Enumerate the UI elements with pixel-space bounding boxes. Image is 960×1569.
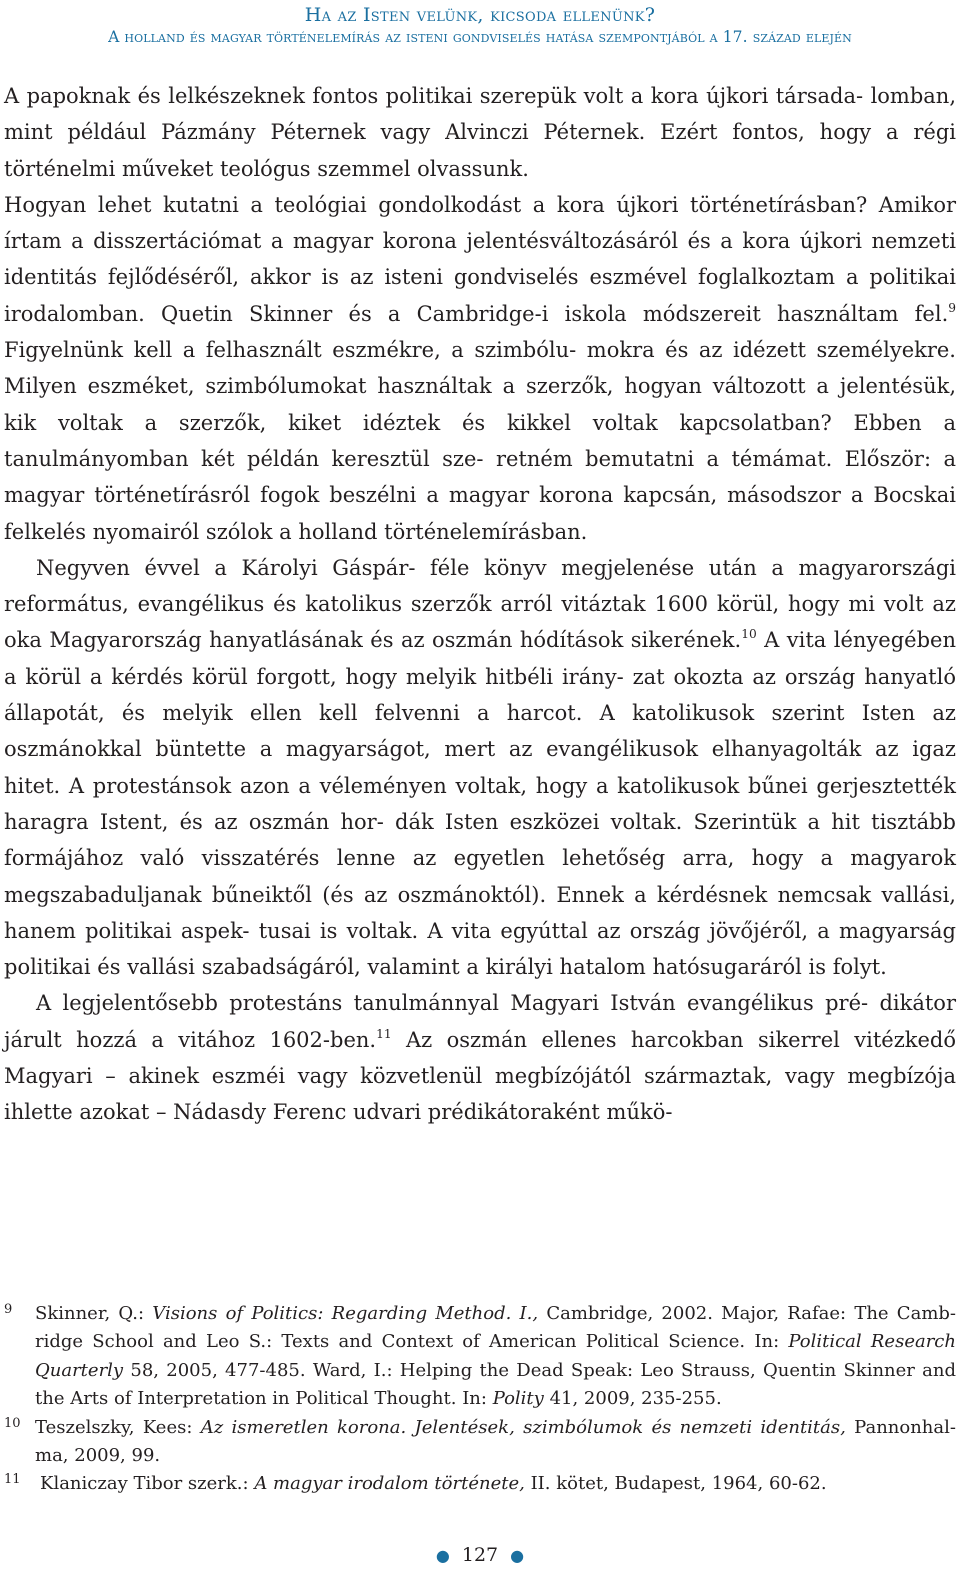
text-line: kikkel voltak kapcsolatban? Ebben a tanulmányomban két példán keresztül sze- (4, 410, 956, 471)
footnote-number: 11 (4, 1472, 21, 1488)
footnote-9 (4, 1300, 956, 1414)
footnote-text: 58, 2005, 477-485. Ward, I.: Helping the Dead Speak: Leo Strauss, Quentin Skinner and the Arts of Interpretation in Political Thought. In: (35, 1359, 956, 1410)
bullet-icon: ● (510, 1546, 525, 1565)
text-line: szabadságáról, valamint a királyi hatalom hatósugaráról is folyt. (201, 955, 887, 980)
footnote-text: Cambridge, 2002. Major, Rafae: The Camb-ridge School and Leo S.: Texts and Context of American Political Science. In: (35, 1303, 956, 1353)
text-line: módszereit használtam fel. (642, 301, 949, 326)
footnote-text: II. kötet, Budapest, 1964, 60-62. (524, 1473, 827, 1495)
footnote-ref-10[interactable]: 10 (741, 627, 757, 642)
text-line: történelemírásban. (384, 519, 588, 544)
text-line: Figyelnünk kell a felhasznált eszmékre, a szimbólu- (4, 338, 577, 363)
body-text (4, 78, 956, 1131)
text-line: evangélikusok elhanyagolták az igaz hitet. A protestánsok azon a véleményen (4, 737, 956, 798)
text-line: lenne az egyetlen lehetőség arra, hogy a magyarok megszabaduljanak bűneiktől (4, 846, 956, 907)
text-line: újkori nemzeti identitás fejlődéséről, akkor is az isteni gondviselés eszmével (4, 229, 956, 290)
text-line: dák Isten eszközei voltak. Szerintük a hit tisztább formájához való visszatérés (4, 809, 956, 871)
text-line: Hogyan lehet kutatni a teológiai gondolkodást a kora újkori történetírásban? (4, 192, 868, 217)
text-line: vagy megbízója ihlette azokat – Nádasdy Ferenc udvari prédikátoraként műkö- (4, 1064, 956, 1125)
text-line: A papoknak és lelkészeknek fontos politikai szerepük volt a kora újkori társada- (4, 84, 864, 108)
text-line: zat okozta az ország hanyatló állapotát, és melyik ellen kell felvenni a harcot. (4, 664, 956, 726)
text-line: lomban, mint például Pázmány Péternek vagy Alvinczi Péternek. Ezért fontos, (4, 84, 956, 145)
footnote-title: Polity (492, 1388, 544, 1410)
footnote-title: A magyar irodalom története, (254, 1473, 525, 1495)
text-line: A legjelentősebb protestáns tanulmánnyal Magyari István evangélikus pré- (36, 991, 869, 1016)
paragraph-3 (4, 985, 956, 1130)
footnote-10 (4, 1414, 956, 1471)
footnote-11 (4, 1470, 956, 1498)
text-line: hogy a régi történelmi műveket teológus szemmel olvassunk. (4, 120, 956, 181)
footnote-text: 41, 2009, 235-255. (543, 1388, 722, 1410)
text-line: vitézkedő Magyari – akinek eszméi vagy közvetlenül megbízójától származtak, (4, 1027, 956, 1089)
text-line: magyar korona kapcsán, másodszor a Bocskai felkelés nyomairól szólok a holland (4, 483, 956, 544)
footnote-title: Az ismeretlen korona. Jelentések, szimbólumok és nemzeti identitás, (200, 1416, 846, 1438)
footnote-title: Political Research Quarterly (35, 1331, 956, 1381)
text-line: Negyven évvel a Károlyi Gáspár- féle könyv megjelenése után a magyarországi (36, 555, 956, 580)
text-line: Az oszmán ellenes harcokban sikerrel (391, 1027, 840, 1052)
text-line: retném bemutatni a témámat. Először: a magyar történetírásról fogok beszélni a (4, 446, 956, 508)
footnote-number: 9 (4, 1302, 13, 1317)
text-line: A vita lényegében a körül a kérdés körül forgott, hogy melyik hitbéli irány- (4, 628, 956, 689)
paragraph-1 (4, 78, 956, 550)
text-line: mokra és az idézett személyekre. Milyen eszméket, szimbólumokat használtak (4, 338, 956, 399)
footnote-title: Visions of Politics: Regarding Method. I., (152, 1303, 539, 1324)
text-line: a szerzők, hogyan változott a jelentésük, kik voltak a szerzők, kiket idéztek és (4, 374, 956, 435)
text-line: volt az oka Magyarország hanyatlásának és az oszmán hódítások sikerének. (4, 592, 956, 653)
bullet-icon: ● (435, 1546, 450, 1565)
text-line: A katolikusok szerint Isten az oszmánokkal büntette a magyarságot, mert az (4, 701, 956, 762)
text-line: református, evangélikus és katolikus szerzők arról vitáztak 1600 körül, hogy mi (4, 592, 875, 617)
text-line: dikátor járult hozzá a vitához 1602-ben. (4, 991, 956, 1052)
footnote-text: Klaniczay Tibor szerk.: (40, 1473, 255, 1495)
text-line: Amikor írtam a disszertációmat a magyar korona jelentésváltozásáról és a kora (4, 192, 956, 254)
page-number-value: 127 (461, 1544, 499, 1566)
running-head-title: Ha az Isten velünk, kicsoda ellenünk? (304, 4, 656, 26)
page-number (0, 1544, 960, 1566)
text-line: tusai is voltak. A vita egyúttal az ország jövőjéről, a magyarság politikai és vallási (4, 918, 957, 980)
footnote-ref-9[interactable]: 9 (948, 300, 956, 315)
footnote-text: Pannonhal-ma, 2009, 99. (35, 1416, 956, 1467)
running-head (0, 4, 960, 48)
footnote-text: Teszelszky, Kees: (35, 1416, 201, 1438)
footnotes (4, 1300, 956, 1499)
paragraph-2 (4, 550, 956, 986)
footnote-body (35, 1470, 956, 1498)
text-line: voltak, hogy a katolikusok bűnei gerjesztették haragra Istent, és az oszmán hor- (4, 773, 956, 834)
footnote-text: Skinner, Q.: (35, 1303, 153, 1324)
running-head-subtitle: A holland és magyar történelemírás az isteni gondviselés hatása szempontjából a 17. század elején (108, 28, 852, 46)
text-line: (és az oszmánoktól). Ennek a kérdésnek nemcsak vallási, hanem politikai aspek- (4, 882, 956, 943)
footnote-number: 10 (4, 1415, 21, 1431)
footnote-ref-11[interactable]: 11 (376, 1026, 392, 1041)
text-line: foglalkoztam a politikai irodalomban. Quetin Skinner és a Cambridge-i iskola (4, 265, 956, 326)
